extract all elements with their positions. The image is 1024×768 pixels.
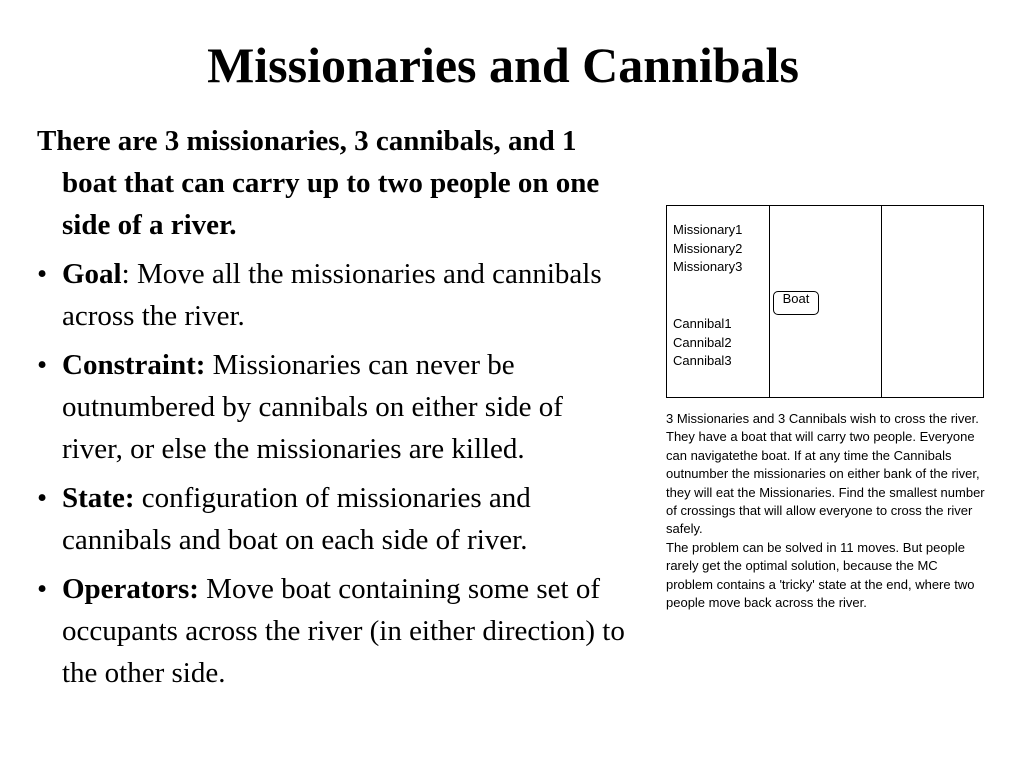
- bullet-dot: •: [37, 482, 48, 514]
- bullet-list: [37, 253, 627, 694]
- cannibal-label: Cannibal1: [673, 316, 732, 331]
- cannibal-label: Cannibal3: [673, 353, 732, 368]
- intro-text: There are 3 missionaries, 3 cannibals, and 1 boat that can carry up to two people on one side of a river.: [37, 125, 600, 241]
- missionary-label: Missionary3: [673, 259, 743, 274]
- bullet-dot: •: [37, 349, 48, 381]
- diagram-caption: [666, 410, 986, 612]
- bullet-dot: •: [37, 573, 48, 605]
- river-bank-left-edge: [769, 206, 770, 397]
- bullet-text: Missionaries can never be outnumbered by cannibals on either side of river, or else the missionaries are killed.: [62, 349, 563, 465]
- bullet-term: Operators:: [62, 573, 199, 605]
- caption-paragraph: 3 Missionaries and 3 Cannibals wish to cross the river. They have a boat that will carry two people. Everyone can navigatethe boat. If at any time the Cannibals outnumber the missionaries on either bank of the river, they will eat the Missionaries. Find the smallest number of crossings that will allow everyone to cross the river safely.: [666, 411, 985, 537]
- river-diagram: [666, 205, 984, 398]
- bullet-text: configuration of missionaries and cannibals and boat on each side of river.: [62, 482, 531, 556]
- bullet-term: Constraint:: [62, 349, 206, 381]
- bullet-goal: [37, 253, 627, 337]
- bullet-term: State:: [62, 482, 135, 514]
- missionary-label: Missionary1: [673, 222, 743, 237]
- bullet-separator: :: [121, 258, 130, 290]
- bullet-dot: •: [37, 258, 48, 290]
- cannibal-label: Cannibal2: [673, 334, 732, 350]
- boat-box: Boat: [773, 291, 819, 315]
- river-bank-right-edge: [881, 206, 882, 397]
- slide-body: [37, 120, 627, 701]
- bullet-operators: [37, 568, 627, 694]
- slide-title: Missionaries and Cannibals: [207, 37, 799, 93]
- missionary-label: Missionary2: [673, 240, 743, 256]
- bullet-text: Move all the missionaries and cannibals across the river.: [62, 258, 602, 332]
- bullet-term: Goal: [62, 258, 122, 290]
- caption-paragraph: The problem can be solved in 11 moves. But people rarely get the optimal solution, because the MC problem contains a 'tricky' state at the end, where two people move back across the river.: [666, 539, 975, 611]
- bullet-state: [37, 477, 627, 561]
- cannibal-list: [673, 315, 732, 371]
- bullet-constraint: [37, 344, 627, 470]
- missionary-list: [673, 221, 742, 277]
- bullet-text: Move boat containing some set of occupants across the river (in either direction) to the other side.: [62, 573, 625, 689]
